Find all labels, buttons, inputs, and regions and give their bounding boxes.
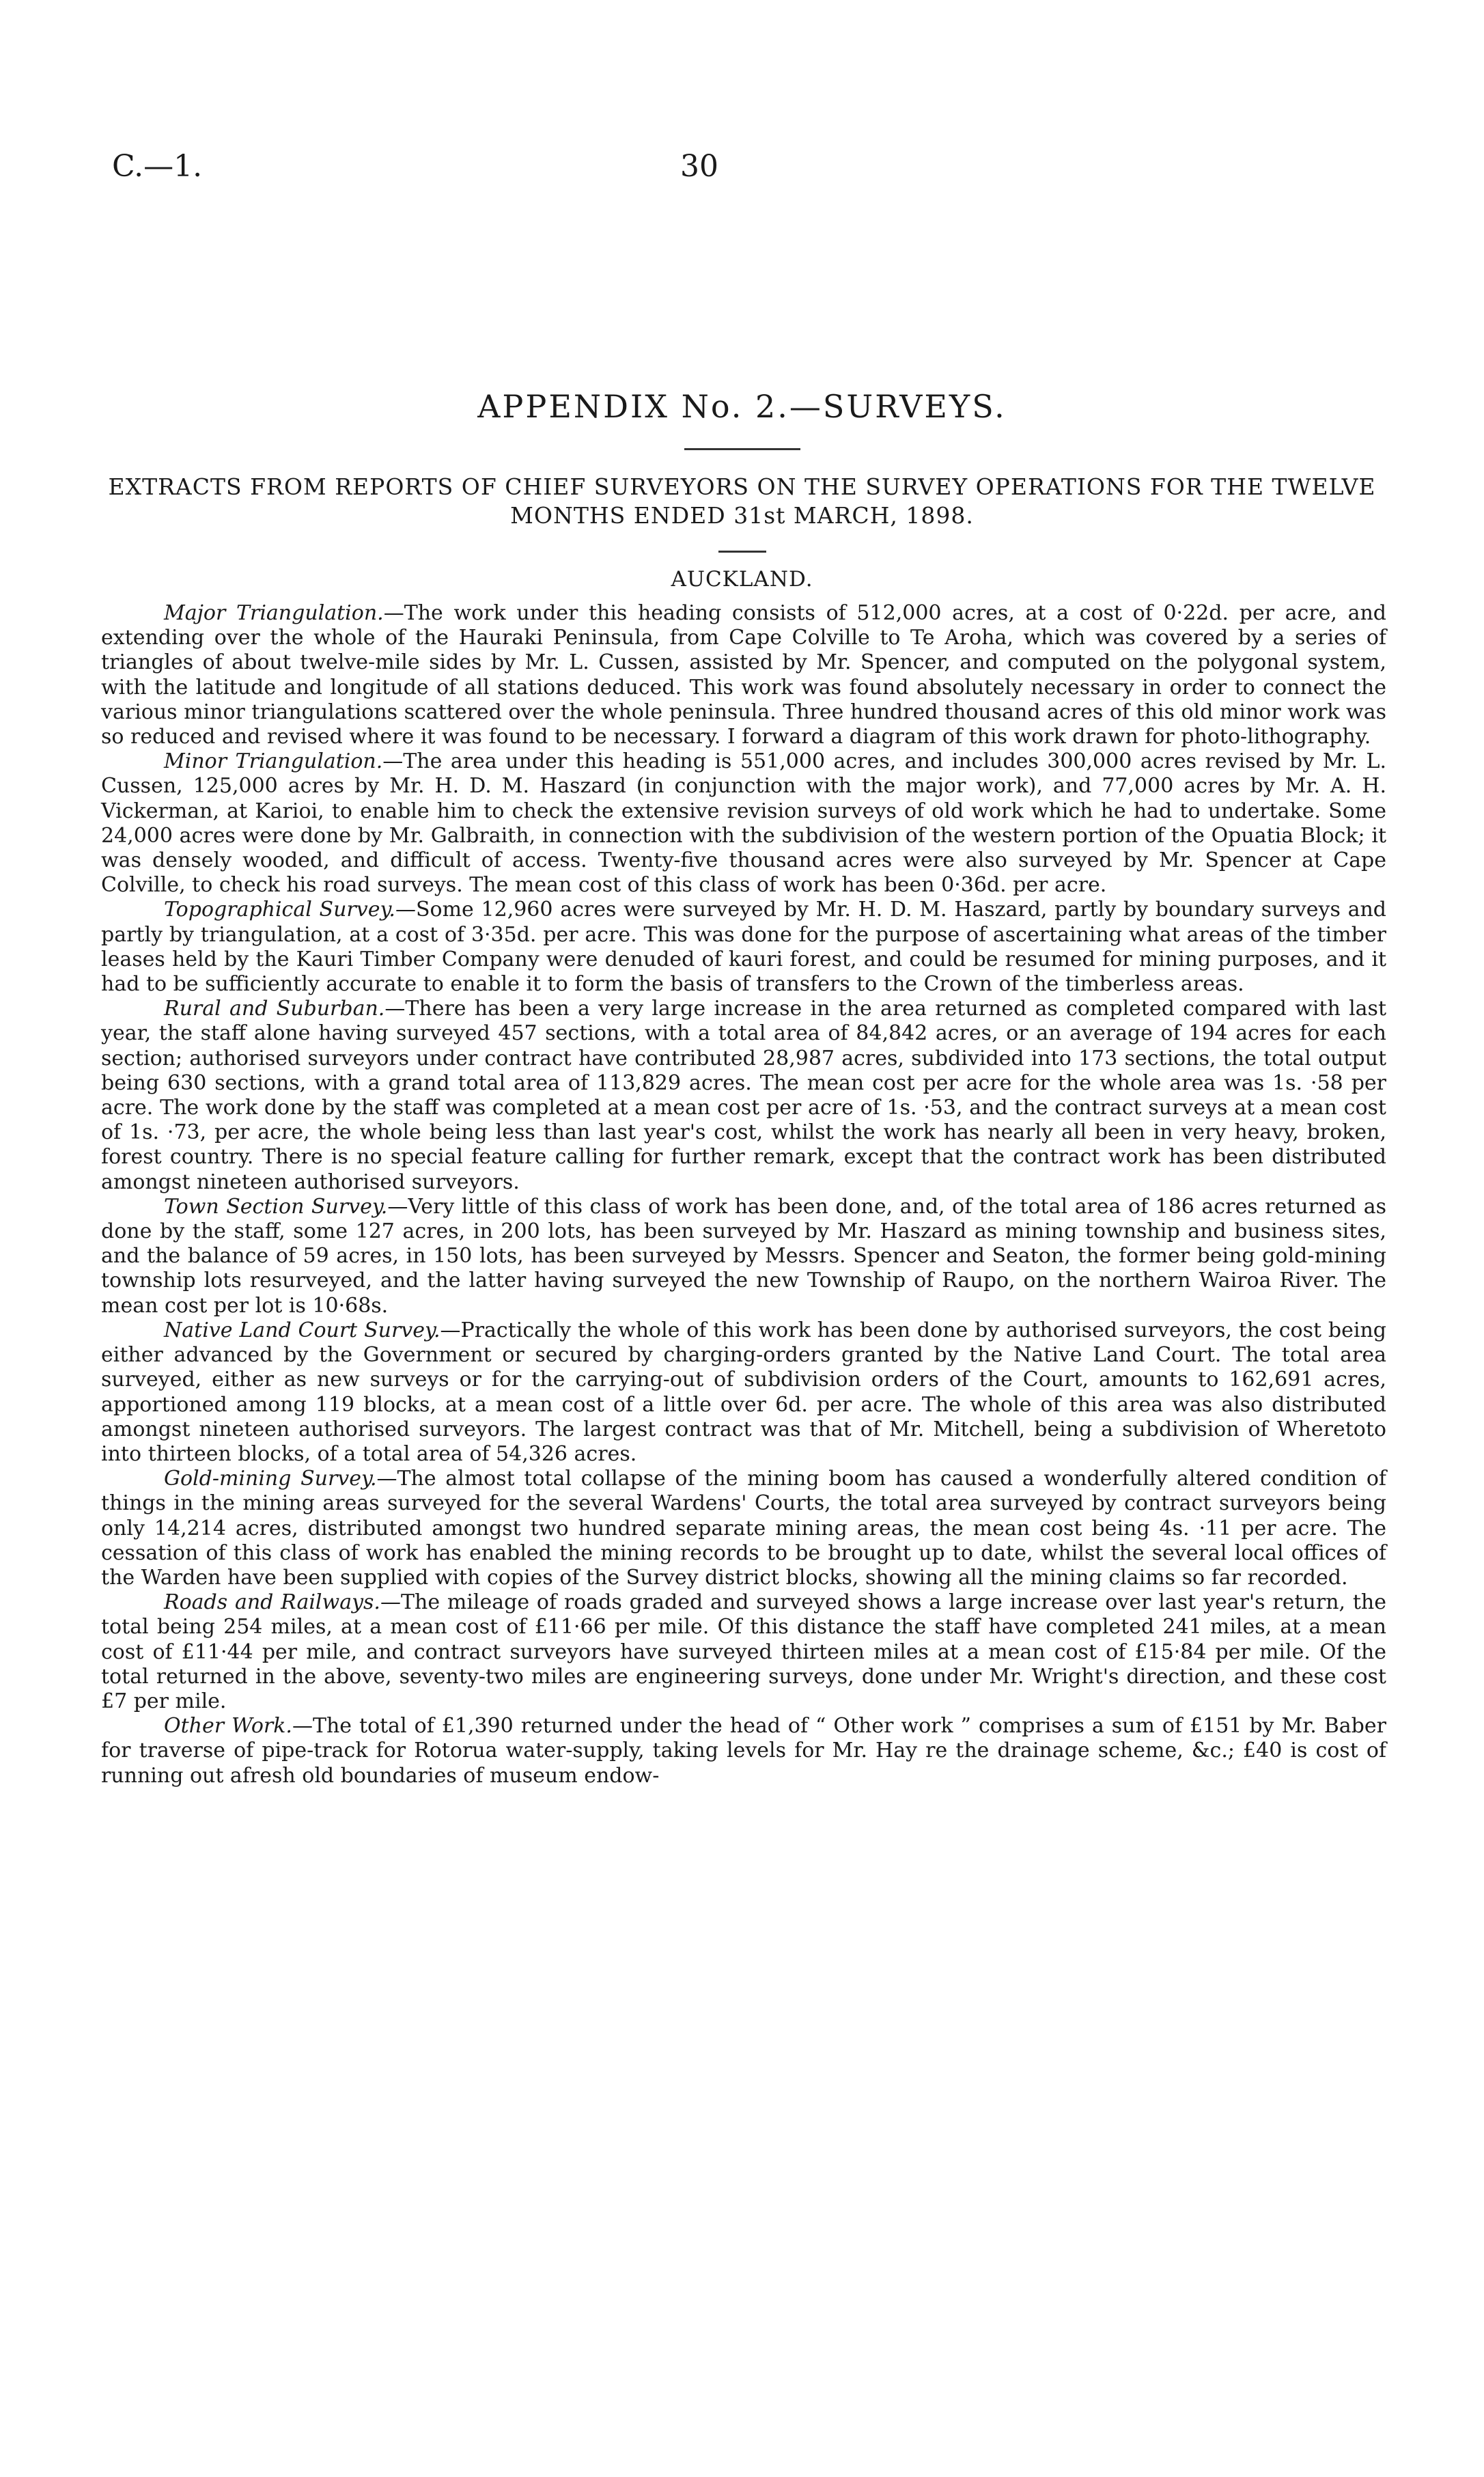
paragraph-heading: Native Land Court Survey.	[164, 1318, 440, 1342]
paragraph-text: —Some 12,960 acres were surveyed by Mr. H. D. M. Haszard, partly by boundary surveys and partly by triangulation, at a cost of 3·35d. per acre. This was done for the purpose of ascertaining what areas of the timber leases held by the Kauri Timber Company were denuded of kauri forest, and could be resumed for mining purposes, and it had to be sufficiently accurate to enable it to form the basis of transfers to the Crown of the timberless areas.	[101, 898, 1386, 997]
paragraph-text: —The work under this heading consists of 512,000 acres, at a cost of 0·22d. per acre, and extending over the whole of the Hauraki Peninsula, from Cape Colville to Te Aroha, which was covered by a series of triangles of about twelve-mile sides by Mr. L. Cussen, assisted by Mr. Spencer, and computed on the polygonal system, with the latitude and longitude of all stations deduced. This work was found absolutely necessary in order to connect the various minor triangulations scattered over the whole peninsula. Three hundred thousand acres of this old minor work was so reduced and revised where it was found to be necessary. I forward a diagram of this work drawn for photo-lithography.	[101, 601, 1386, 749]
paragraph-text: —The mileage of roads graded and surveyed shows a large increase over last year's return, the total being 254 miles, at a mean cost of £11·66 per mile. Of this distance the staff have completed 241 miles, at a mean cost of £11·44 per mile, and contract surveyors have surveyed thirteen miles at a mean cost of £15·84 per mile. Of the total returned in the above, seventy-two miles are engineering surveys, done under Mr. Wright's direction, and these cost £7 per mile.	[101, 1590, 1387, 1713]
paragraph-text: —Very little of this class of work has been done, and, of the total area of 186 acres returned as done by the staff, some 127 acres, in 200 lots, has been surveyed by Mr. Haszard as mining township and business sites, and the balance of 59 acres, in 150 lots, has been surveyed by Messrs. Spencer and Seaton, the former being gold-mining township lots resurveyed, and the latter having surveyed the new Township of Raupo, on the northern Wairoa River. The mean cost per lot is 10·68s.	[101, 1194, 1386, 1318]
paragraph-town-section-survey	[101, 1195, 1386, 1318]
paragraph-text: —The almost total collapse of the mining boom has caused a wonderfully altered condition of things in the mining areas surveyed for the several Wardens' Courts, the total area surveyed by contract surveyors being only 14,214 acres, distributed amongst two hundred separate mining areas, the mean cost being 4s. ·11 per acre. The cessation of this class of work has enabled the mining records to be brought up to date, whilst the several local offices of the Warden have been supplied with copies of the Survey district blocks, showing all the mining claims so far recorded.	[101, 1467, 1386, 1590]
paragraph-heading: Roads and Railways.	[164, 1590, 380, 1615]
paragraph-other-work	[101, 1714, 1386, 1788]
paragraph-text: —The area under this heading is 551,000 acres, and includes 300,000 acres revised by Mr. L. Cussen, 125,000 acres by Mr. H. D. M. Haszard (in conjunction with the major work), and 77,000 acres by Mr. A. H. Vickerman, at Karioi, to enable him to check the extensive revision surveys of old work which he had to undertake. Some 24,000 acres were done by Mr. Galbraith, in connection with the subdivision of the western portion of the Opuatia Block; it was densely wooded, and difficult of access. Twenty-five thousand acres were also surveyed by Mr. Spencer at Cape Colville, to check his road surveys. The mean cost of this class of work has been 0·36d. per acre.	[101, 749, 1386, 898]
paragraph-heading: Major Triangulation.	[164, 601, 384, 625]
paragraph-heading: Rural and Suburban.	[164, 997, 385, 1021]
paragraph-heading: Gold-mining Survey.	[164, 1467, 377, 1491]
region-heading: AUCKLAND.	[671, 567, 813, 592]
title-divider	[684, 448, 800, 450]
report-subtitle: EXTRACTS FROM REPORTS OF CHIEF SURVEYORS ON THE SURVEY OPERATIONS FOR THE TWELVE MONTHS ENDED 31st MARCH, 1898.	[108, 473, 1376, 529]
page-number: 30	[680, 149, 718, 184]
appendix-title: APPENDIX No. 2.—SURVEYS.	[477, 388, 1007, 425]
paragraph-rural-and-suburban	[101, 997, 1386, 1195]
paragraph-heading: Other Work.	[164, 1714, 292, 1739]
paragraph-minor-triangulation	[101, 749, 1386, 898]
parliamentary-paper-reference: C.—1.	[112, 149, 203, 184]
paragraph-text: —Practically the whole of this work has been done by authorised surveyors, the cost being either advanced by the Government or secured by charging-orders granted by the Native Land Court. The total area surveyed, either as new surveys or for the carrying-out of subdivision orders of the Court, amounts to 162,691 acres, apportioned among 119 blocks, at a mean cost of a little over 6d. per acre. The whole of this area was also distributed amongst nineteen authorised surveyors. The largest contract was that of Mr. Mitchell, being a subdivision of Wheretoto into thirteen blocks, of a total area of 54,326 acres.	[101, 1318, 1386, 1466]
paragraph-heading: Topographical Survey.	[164, 898, 395, 922]
paragraph-heading: Town Section Survey.	[164, 1194, 388, 1219]
paragraph-heading: Minor Triangulation.	[164, 749, 383, 774]
report-body	[101, 601, 1386, 1788]
paragraph-topographical-survey	[101, 898, 1386, 997]
paragraph-text: —There has been a very large increase in the area returned as completed compared with last year, the staff alone having surveyed 457 sections, with a total area of 84,842 acres, or an average of 194 acres for each section; authorised surveyors under contract have contributed 28,987 acres, subdivided into 173 sections, the total output being 630 sections, with a grand total area of 113,829 acres. The mean cost per acre for the whole area was 1s. ·58 per acre. The work done by the staff was completed at a mean cost per acre of 1s. ·53, and the contract surveys at a mean cost of 1s. ·73, per acre, the whole being less than last year's cost, whilst the work has nearly all been in very heavy, broken, forest country. There is no special feature calling for further remark, except that the contract work has been distributed amongst nineteen authorised surveyors.	[101, 997, 1387, 1194]
page-header	[0, 149, 1484, 190]
paragraph-gold-mining-survey	[101, 1467, 1386, 1590]
paragraph-major-triangulation	[101, 601, 1386, 749]
paragraph-roads-and-railways	[101, 1590, 1386, 1714]
subtitle-divider	[718, 551, 766, 553]
paragraph-text: —The total of £1,390 returned under the head of “ Other work ” comprises a sum of £151 by Mr. Baber for traverse of pipe-track for Rotorua water-supply, taking levels for Mr. Hay re the drainage scheme, &c.; £40 is cost of running out afresh old boundaries of museum endow-	[101, 1714, 1386, 1788]
paragraph-native-land-court-survey	[101, 1318, 1386, 1467]
